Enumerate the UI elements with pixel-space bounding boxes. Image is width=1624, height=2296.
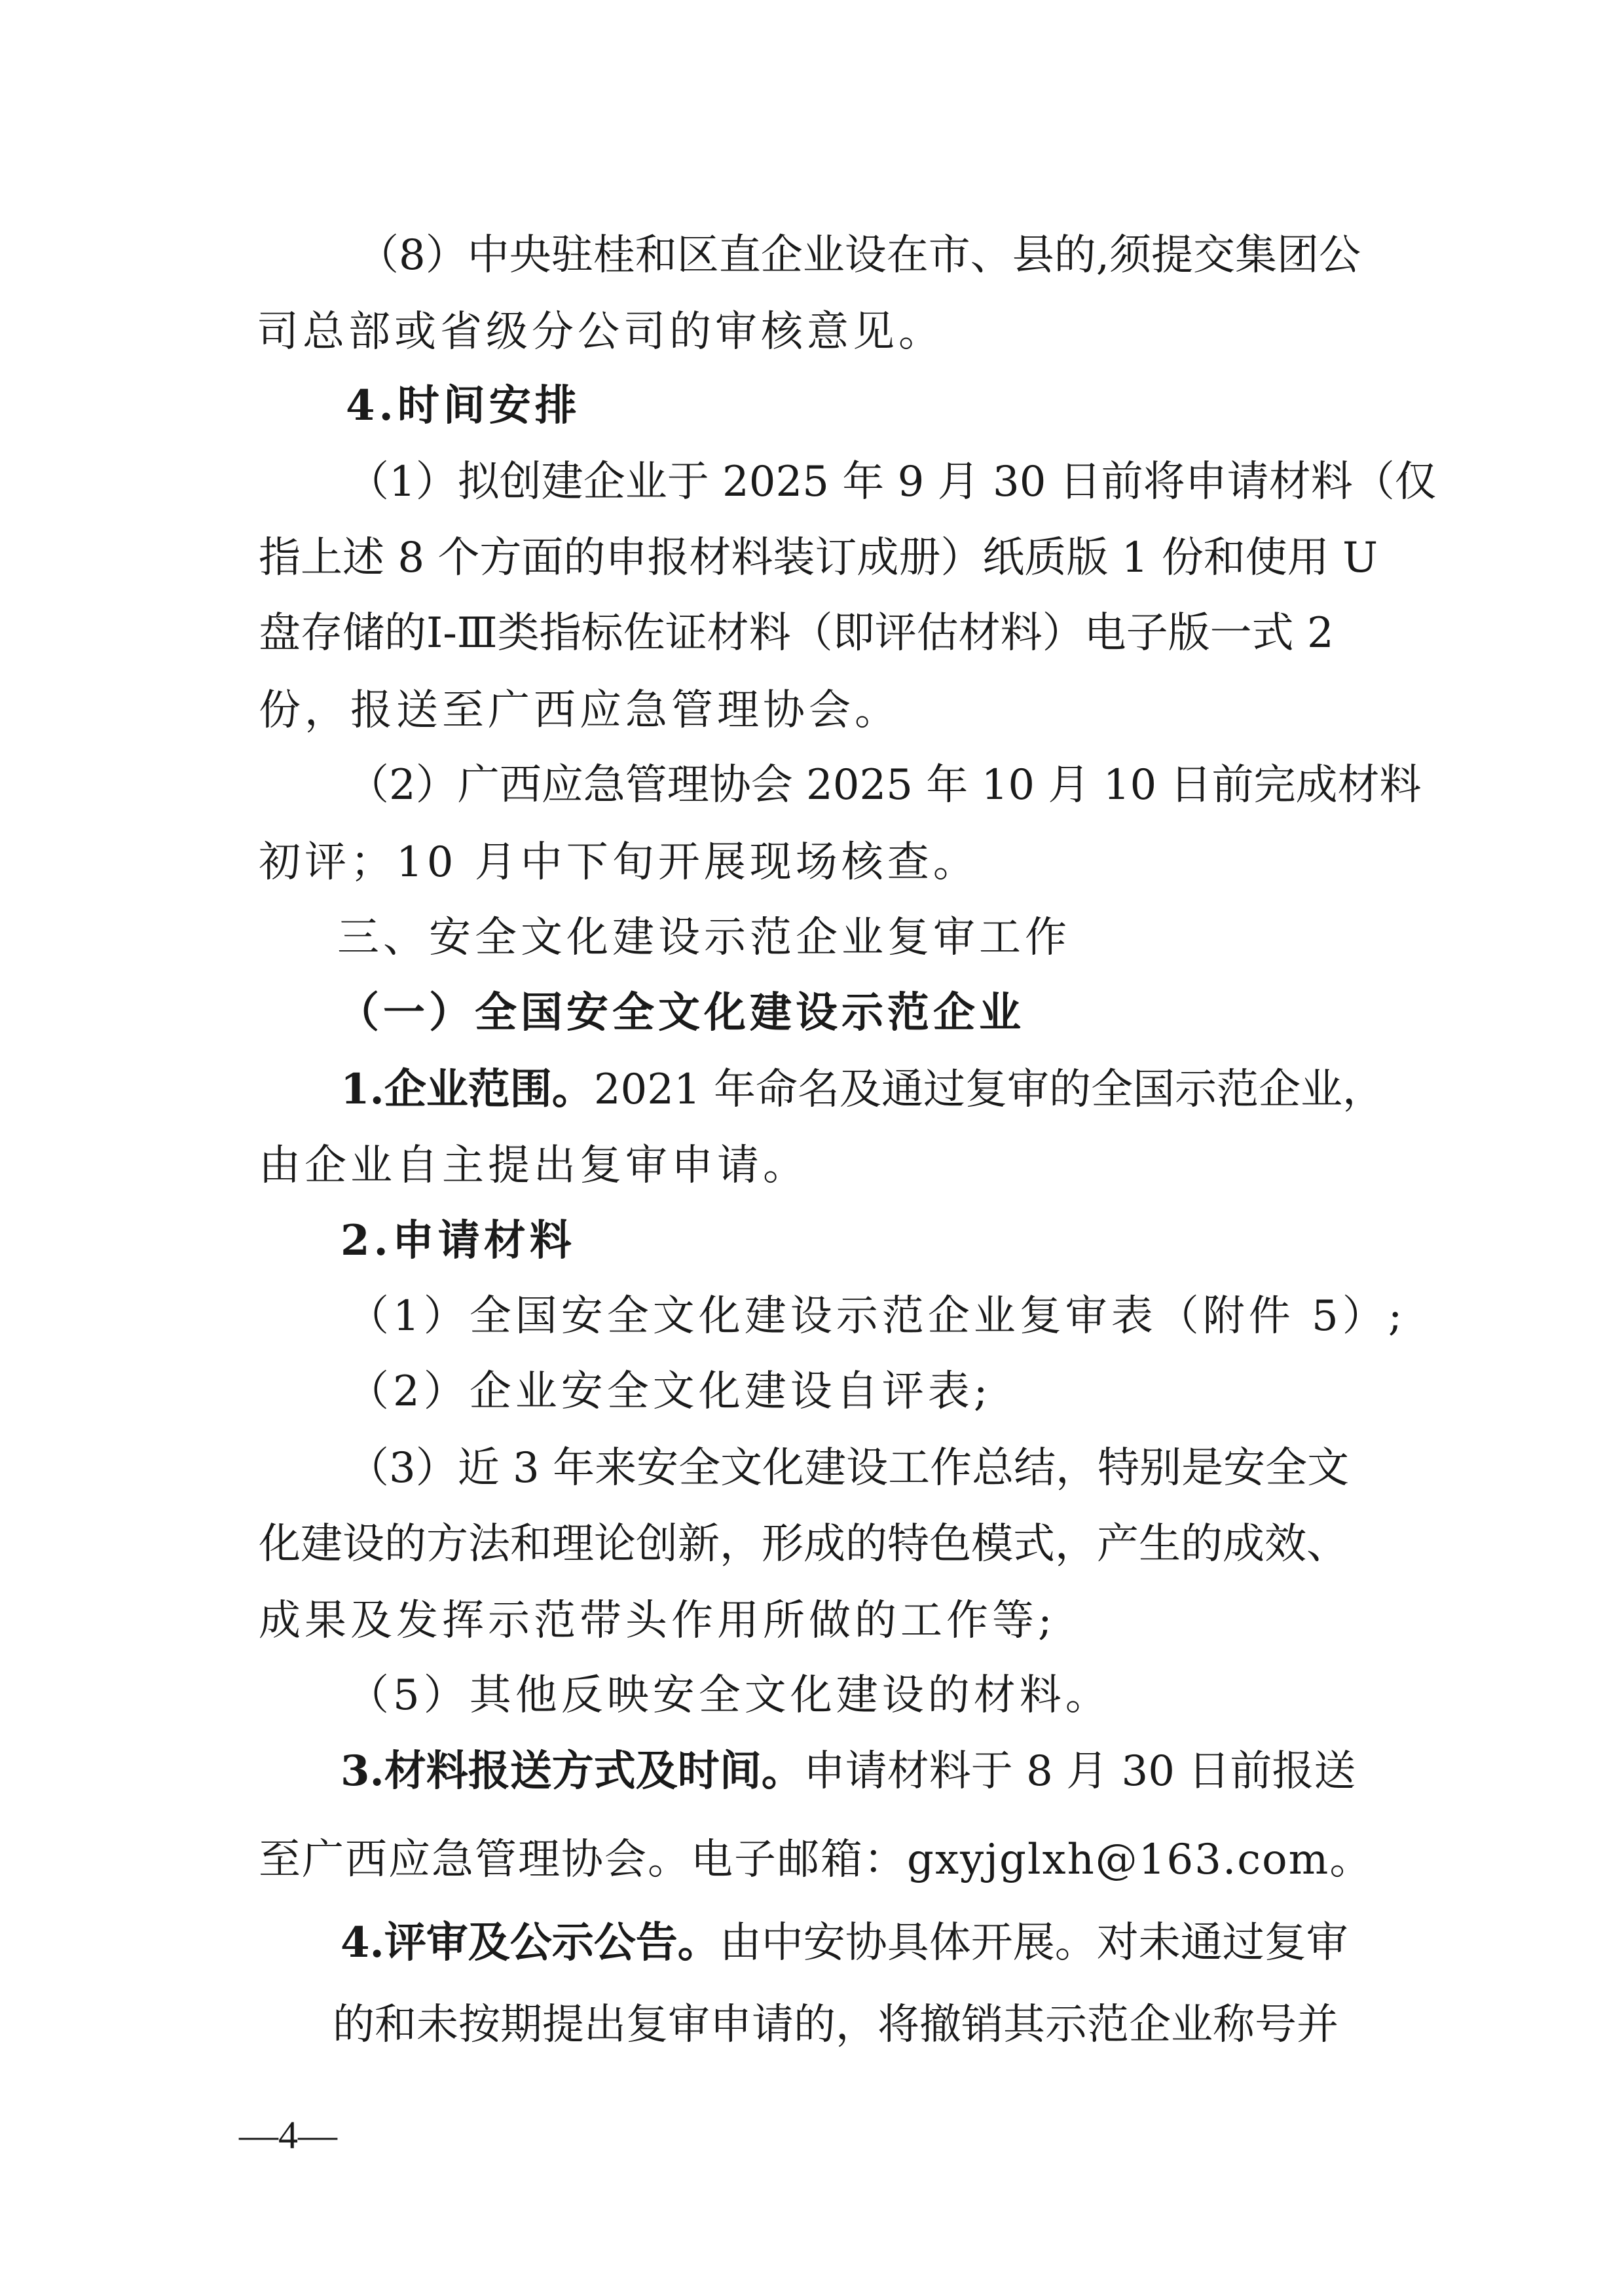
text-fragment: 指上述 8 个方面的申报材料装订成册）纸质版 1 份和使用 U — [259, 534, 1378, 582]
text-fragment: （3）近 3 年来安全文化建设工作总结，特别是安全文 — [347, 1444, 1350, 1492]
text-line — [259, 534, 1388, 582]
text-line — [333, 2001, 1388, 2049]
text-fragment: 2021 年命名及通过复审的全国示范企业， — [593, 1065, 1385, 1114]
text-line — [347, 1444, 1390, 1492]
text-fragment — [341, 1918, 1348, 1967]
text-line — [341, 1065, 1388, 1114]
subsection-heading: （一）全国安全文化建设示范企业 — [337, 988, 1025, 1037]
text-line — [259, 1520, 1388, 1568]
inline-heading: 3.材料报送方式及时间。 — [341, 1747, 803, 1796]
text-fragment: （1）拟创建企业于 2025 年 9 月 30 日前将申请材料（仅 — [347, 458, 1437, 506]
text-fragment — [341, 1747, 1356, 1796]
text-line — [357, 231, 1388, 280]
section-heading: 2.申请材料 — [341, 1216, 576, 1265]
text-line — [259, 609, 1388, 657]
text-line — [341, 1747, 1375, 1796]
text-line: （1）全国安全文化建设示范企业复审表（附件 5）; — [347, 1292, 1407, 1341]
text-line — [347, 458, 1437, 506]
text-fragment — [341, 1065, 1385, 1114]
text-fragment: 的和未按期提出复审申请的，将撤销其示范企业称号并 — [333, 2001, 1338, 2049]
text-fragment: 申请材料于 8 月 30 日前报送 — [803, 1747, 1356, 1796]
text-fragment: 化建设的方法和理论创新，形成的特色模式，产生的成效、 — [259, 1520, 1348, 1568]
inline-heading: 4.评审及公示公告。 — [341, 1918, 720, 1967]
text-line: 由企业自主提出复审申请。 — [259, 1141, 809, 1190]
section-heading: 三、安全文化建设示范企业复审工作 — [337, 914, 1071, 962]
text-line: 司总部或省级分公司的审核意见。 — [257, 308, 944, 356]
text-line: 至广西应急管理协会。电子邮箱：gxyjglxh@163.com。 — [259, 1836, 1373, 1884]
inline-heading: 1.企业范围。 — [341, 1065, 594, 1114]
text-line — [347, 761, 1422, 809]
text-line — [341, 1918, 1387, 1967]
text-line: 初评；10 月中下旬开展现场核查。 — [259, 838, 979, 887]
text-fragment: （8）中央驻桂和区直企业设在市、县的,须提交集团公 — [357, 231, 1361, 280]
text-fragment: 盘存储的Ⅰ-Ⅲ类指标佐证材料（即评估材料）电子版一式 2 — [259, 609, 1334, 657]
page-number: —4— — [239, 2113, 337, 2157]
section-heading: 4.时间安排 — [346, 381, 581, 430]
text-line: （2）企业安全文化建设自评表; — [347, 1367, 992, 1416]
text-fragment: （2）广西应急管理协会 2025 年 10 月 10 日前完成材料 — [347, 761, 1422, 809]
text-line: （5）其他反映安全文化建设的材料。 — [347, 1671, 1111, 1720]
text-fragment: 由中安协具体开展。对未通过复审 — [719, 1919, 1348, 1967]
text-line: 份，报送至广西应急管理协会。 — [259, 686, 900, 735]
text-line: 成果及发挥示范带头作用所做的工作等; — [259, 1597, 1056, 1645]
